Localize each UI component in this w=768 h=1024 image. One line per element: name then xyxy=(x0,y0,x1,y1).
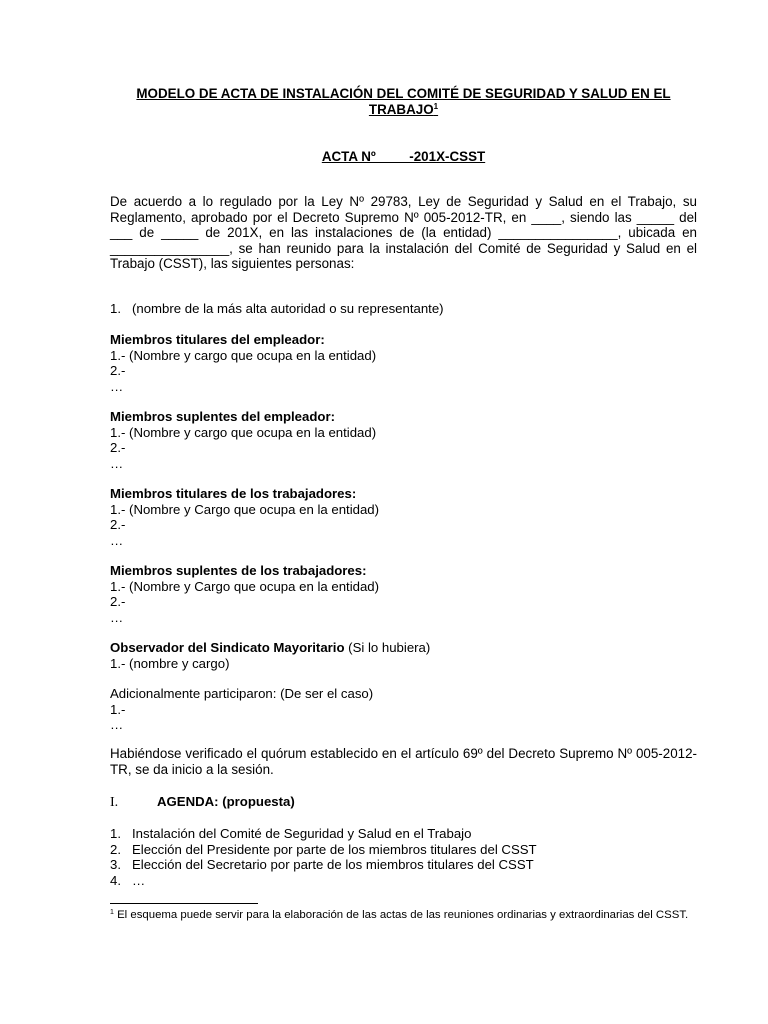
agenda-title: AGENDA: (propuesta) xyxy=(157,794,295,809)
section-heading: Miembros titulares del empleador: xyxy=(110,332,325,347)
section-titulares-empleador xyxy=(110,332,697,394)
section-heading: Adicionalmente participaron: (De ser el caso) xyxy=(110,686,374,701)
agenda-list xyxy=(110,826,697,888)
section-line: 2.- xyxy=(110,517,126,532)
footnote-text: El esquema puede servir para la elaboración de las actas de las reuniones ordinarias y extraordinarias del CSST. xyxy=(113,909,689,921)
list-text: (nombre de la más alta autoridad o su representante) xyxy=(132,301,444,316)
section-adicional xyxy=(110,686,697,733)
acta-heading: ACTA Nº -201X-CSST xyxy=(321,149,486,164)
intro-paragraph: De acuerdo a lo regulado por la Ley Nº 29783, Ley de Seguridad y Salud en el Trabajo, su Reglamento, aprobado por el Decreto Supremo Nº 005-2012-TR, en ____, siendo las _____ del ___ de _____ de 201X, en las instalaciones de (la entidad) ________________, ubicada en ________________, se han reunido para la instalación del Comité de Seguridad y Salud en el Trabajo (CSST), las siguientes personas: xyxy=(110,194,697,272)
list-item: 1. Instalación del Comité de Seguridad y Salud en el Trabajo xyxy=(110,826,472,841)
section-line: 2.- xyxy=(110,363,126,378)
agenda-roman-numeral: I. xyxy=(110,795,119,810)
quorum-paragraph: Habiéndose verificado el quórum establecido en el artículo 69º del Decreto Supremo Nº 005-2012-TR, se da inicio a la sesión. xyxy=(110,746,697,777)
section-suplentes-trabajadores xyxy=(110,563,697,625)
section-line: 1.- (Nombre y Cargo que ocupa en la entidad) xyxy=(110,578,380,594)
section-line: … xyxy=(110,717,124,732)
section-heading: Miembros suplentes de los trabajadores: xyxy=(110,563,367,578)
section-line: 1.- xyxy=(110,701,126,717)
section-heading: Miembros suplentes del empleador: xyxy=(110,409,335,424)
section-line: … xyxy=(110,609,124,625)
section-heading: Miembros titulares de los trabajadores: xyxy=(110,486,357,501)
section-note: (Si lo hubiera) xyxy=(344,640,431,655)
section-observador xyxy=(110,640,697,671)
list-item: 4. … xyxy=(110,872,146,888)
list-item xyxy=(110,301,697,317)
footnote xyxy=(110,908,697,923)
section-titulares-trabajadores xyxy=(110,486,697,548)
section-line: 1.- (Nombre y cargo que ocupa en la entidad) xyxy=(110,424,377,440)
section-line: 1.- (Nombre y cargo que ocupa en la entidad) xyxy=(110,347,377,363)
footnote-mark: 1 xyxy=(110,909,114,916)
agenda-heading xyxy=(110,794,697,811)
section-line: … xyxy=(110,455,124,471)
section-suplentes-empleador xyxy=(110,409,697,471)
section-heading: Observador del Sindicato Mayoritario xyxy=(110,640,345,655)
footnote-mark: 1 xyxy=(433,102,439,111)
section-line: 2.- xyxy=(110,440,126,455)
list-item: 2. Elección del Presidente por parte de los miembros titulares del CSST xyxy=(110,841,537,857)
section-line: 2.- xyxy=(110,594,126,609)
section-line: … xyxy=(110,378,124,394)
section-line: 1.- (nombre y cargo) xyxy=(110,655,230,671)
list-item: 3. Elección del Secretario por parte de los miembros titulares del CSST xyxy=(110,857,534,872)
section-line: … xyxy=(110,532,124,548)
section-line: 1.- (Nombre y Cargo que ocupa en la entidad) xyxy=(110,501,380,517)
document-title: MODELO DE ACTA DE INSTALACIÓN DEL COMITÉ DE SEGURIDAD Y SALUD EN EL TRABAJO$^1$ xyxy=(136,86,671,117)
footnote-separator xyxy=(110,903,258,904)
list-number: 1. xyxy=(110,301,121,316)
